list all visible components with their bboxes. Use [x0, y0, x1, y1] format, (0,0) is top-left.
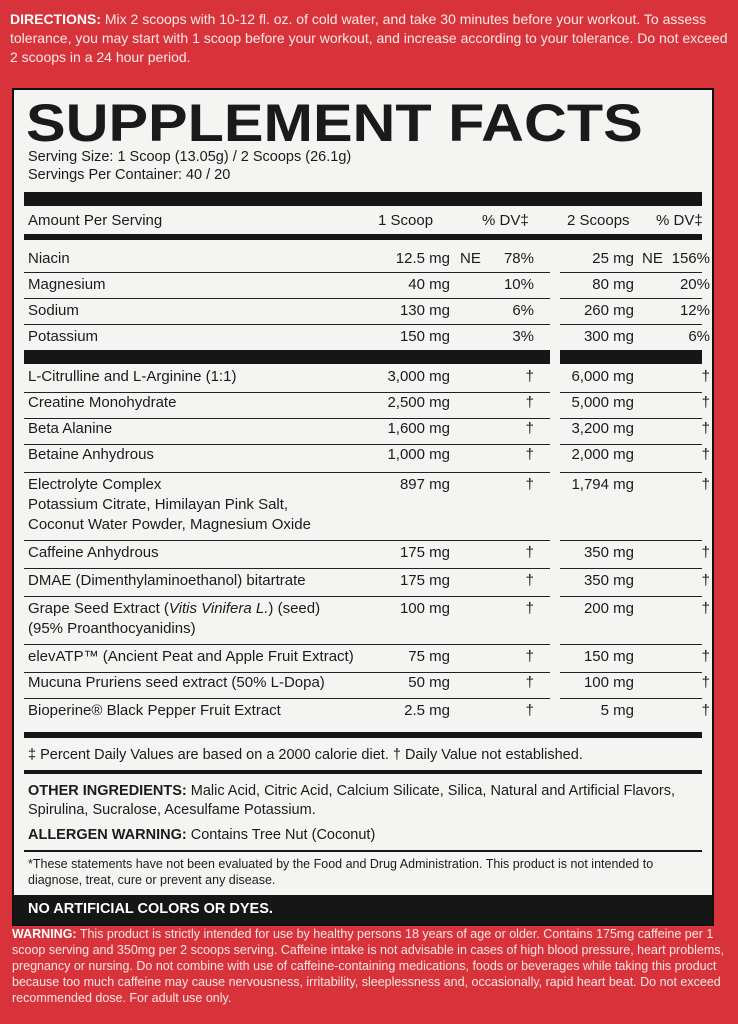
ingredient-name: elevATP™ (Ancient Peat and Apple Fruit Extract)	[28, 648, 354, 665]
column-divider	[550, 240, 560, 732]
panel-title: SUPPLEMENT FACTS	[26, 94, 643, 153]
header-dv1: % DV‡	[482, 212, 529, 229]
ingredient-name: Creatine Monohydrate	[28, 394, 177, 411]
dv-two-scoops: †	[701, 702, 710, 719]
amount-one-scoop: 1,000 mg	[387, 446, 450, 463]
amount-two-scoops: 1,794 mg	[571, 476, 634, 493]
header-two-scoops: 2 Scoops	[567, 212, 630, 229]
ingredient-subtext: Potassium Citrate, Himilayan Pink Salt,	[28, 496, 289, 513]
header-dv2: % DV‡	[656, 212, 703, 229]
rule-below-footnote	[24, 770, 702, 774]
dv-two-scoops: †	[701, 544, 710, 561]
ingredient-name-part: Grape Seed Extract (	[28, 600, 169, 617]
amount-two-scoops: 150 mg	[583, 648, 634, 665]
amount-two-scoops: 2,000 mg	[571, 446, 634, 463]
row-separator	[24, 596, 702, 597]
serving-size: Serving Size: 1 Scoop (13.05g) / 2 Scoops (26.1g)	[28, 149, 352, 165]
row-separator	[24, 444, 702, 445]
row-separator	[24, 418, 702, 419]
amount-one-scoop: 40 mg	[408, 276, 450, 293]
dv-two-scoops: †	[701, 648, 710, 665]
nutrient-name: Potassium	[28, 328, 99, 345]
row-separator	[24, 272, 702, 273]
dv-two-scoops: 12%	[679, 302, 710, 319]
ingredient-name: Mucuna Pruriens seed extract (50% L-Dopa)	[28, 674, 325, 691]
dv-one-scoop: †	[525, 674, 534, 691]
amount-two-scoops: 200 mg	[583, 600, 634, 617]
dv-one-scoop: †	[525, 648, 534, 665]
ingredient-name: Beta Alanine	[28, 420, 113, 437]
header-amount: Amount Per Serving	[28, 212, 163, 229]
amount-one-scoop: 2,500 mg	[387, 394, 450, 411]
nutrient-name: Niacin	[28, 250, 70, 267]
dv-one-scoop: 3%	[512, 328, 534, 345]
row-separator	[24, 392, 702, 393]
no-artificial-bar	[14, 895, 712, 924]
fda-disclaimer: *These statements have not been evaluated by the Food and Drug Administration. This product is not intended to diagnose, treat, cure or prevent any disease.	[28, 857, 654, 887]
no-artificial-text: NO ARTIFICIAL COLORS OR DYES.	[28, 901, 273, 917]
dv-footnote: ‡ Percent Daily Values are based on a 2000 calorie diet. † Daily Value not established.	[28, 747, 583, 763]
amount-one-scoop: 175 mg	[399, 544, 450, 561]
row-separator	[24, 672, 702, 673]
allergen-text: Contains Tree Nut (Coconut)	[190, 827, 376, 843]
row-separator	[24, 472, 702, 473]
amount-two-scoops: 100 mg	[583, 674, 634, 691]
other-ingredients	[28, 782, 708, 820]
amount-one-scoop: 3,000 mg	[387, 368, 450, 385]
dv-one-scoop: †	[525, 420, 534, 437]
dv-two-scoops: 20%	[679, 276, 710, 293]
dv-two-scoops: †	[701, 600, 710, 617]
amount-two-scoops: 80 mg	[592, 276, 634, 293]
supplement-facts-panel	[12, 88, 714, 926]
medium-rule	[24, 234, 702, 240]
amount-two-scoops: 5 mg	[600, 702, 634, 719]
dv-one-scoop: †	[525, 446, 534, 463]
row-separator	[24, 644, 702, 645]
ne-one-scoop: NE	[460, 250, 481, 267]
amount-two-scoops: 5,000 mg	[571, 394, 634, 411]
header-one-scoop: 1 Scoop	[378, 212, 434, 229]
ingredient-name: Electrolyte Complex	[28, 476, 162, 493]
rule-above-fda	[24, 850, 702, 852]
row-separator	[24, 568, 702, 569]
dv-one-scoop: †	[525, 600, 534, 617]
dv-one-scoop: 78%	[503, 250, 534, 267]
ingredient-name: DMAE (Dimenthylaminoethanol) bitartrate	[28, 572, 306, 589]
dv-two-scoops: †	[701, 476, 710, 493]
ingredient-name: L-Citrulline and L-Arginine (1:1)	[28, 368, 237, 385]
amount-one-scoop: 130 mg	[399, 302, 450, 319]
dv-two-scoops: †	[701, 368, 710, 385]
nutrient-name: Magnesium	[28, 276, 106, 293]
dv-two-scoops: 6%	[688, 328, 710, 345]
amount-one-scoop: 897 mg	[399, 476, 450, 493]
row-separator	[24, 540, 702, 541]
warning-label: WARNING:	[12, 927, 77, 941]
ingredient-latin-name: Vitis Vinifera L.	[168, 600, 269, 617]
amount-one-scoop: 50 mg	[408, 674, 450, 691]
amount-one-scoop: 75 mg	[408, 648, 450, 665]
ingredient-subtext: (95% Proanthocyanidins)	[28, 620, 196, 637]
directions-body: Mix 2 scoops with 10-12 fl. oz. of cold water, and take 30 minutes before your workout. To assess tolerance, you may start with 1 scoop before your workout, and increase according to your tolerance. Do not exceed 2 scoops in a 24 hour period.	[10, 11, 728, 65]
servings-per-container: Servings Per Container: 40 / 20	[28, 167, 231, 183]
dv-one-scoop: †	[525, 544, 534, 561]
dv-one-scoop: 10%	[503, 276, 534, 293]
directions-text	[10, 10, 728, 67]
warning-text	[12, 926, 726, 1006]
ne-two-scoops: NE	[642, 250, 663, 267]
amount-two-scoops: 350 mg	[583, 544, 634, 561]
dv-one-scoop: †	[525, 394, 534, 411]
thick-rule-mid	[24, 350, 702, 364]
amount-two-scoops: 3,200 mg	[571, 420, 634, 437]
amount-two-scoops: 25 mg	[592, 250, 634, 267]
row-separator	[24, 298, 702, 299]
ingredient-subtext: Coconut Water Powder, Magnesium Oxide	[28, 516, 311, 533]
dv-two-scoops: †	[701, 674, 710, 691]
other-ingredients-text: Malic Acid, Citric Acid, Calcium Silicate, Silica, Natural and Artificial Flavors, Spirulina, Sucralose, Acesulfame Potassium.	[28, 783, 676, 818]
ingredient-name: Caffeine Anhydrous	[28, 544, 159, 561]
amount-one-scoop: 12.5 mg	[395, 250, 450, 267]
dv-one-scoop: †	[525, 572, 534, 589]
warning-body: This product is strictly intended for use by healthy persons 18 years of age or older. Contains 175mg caffeine per 1 scoop serving and 350mg per 2 scoops serving. Caffeine intake is not advisable in cases of high blood pressure, heart problems, pregnancy or nursing. Do not combine with use of caffeine-containing medications, foods or beverages while taking this product because too much caffeine may cause nervousness, irritability, sleeplessness and, occasionally, rapid heart beat. Do not exceed recommended dose. For adult use only.	[12, 927, 724, 1005]
rule-above-footnote	[24, 732, 702, 738]
amount-one-scoop: 2.5 mg	[404, 702, 450, 719]
allergen-warning	[28, 826, 708, 845]
dv-one-scoop: †	[525, 368, 534, 385]
amount-two-scoops: 300 mg	[583, 328, 634, 345]
nutrient-name: Sodium	[28, 302, 79, 319]
ingredient-name: Betaine Anhydrous	[28, 446, 154, 463]
dv-one-scoop: †	[525, 702, 534, 719]
amount-one-scoop: 150 mg	[399, 328, 450, 345]
ingredient-name	[28, 600, 320, 617]
amount-two-scoops: 260 mg	[583, 302, 634, 319]
amount-two-scoops: 350 mg	[583, 572, 634, 589]
row-separator	[24, 698, 702, 699]
thick-rule-top	[24, 192, 702, 206]
amount-one-scoop: 1,600 mg	[387, 420, 450, 437]
dv-two-scoops: †	[701, 572, 710, 589]
dv-one-scoop: †	[525, 476, 534, 493]
amount-one-scoop: 175 mg	[399, 572, 450, 589]
row-separator	[24, 324, 702, 325]
dv-one-scoop: 6%	[512, 302, 534, 319]
allergen-label: ALLERGEN WARNING:	[28, 827, 187, 843]
dv-two-scoops: †	[701, 446, 710, 463]
dv-two-scoops: †	[701, 394, 710, 411]
amount-one-scoop: 100 mg	[399, 600, 450, 617]
dv-two-scoops: †	[701, 420, 710, 437]
other-ingredients-label: OTHER INGREDIENTS:	[28, 783, 187, 799]
dv-two-scoops: 156%	[671, 250, 710, 267]
ingredient-name: Bioperine® Black Pepper Fruit Extract	[28, 702, 281, 719]
amount-two-scoops: 6,000 mg	[571, 368, 634, 385]
ingredient-name-part: ) (seed)	[268, 600, 321, 617]
directions-label: DIRECTIONS:	[10, 11, 101, 27]
